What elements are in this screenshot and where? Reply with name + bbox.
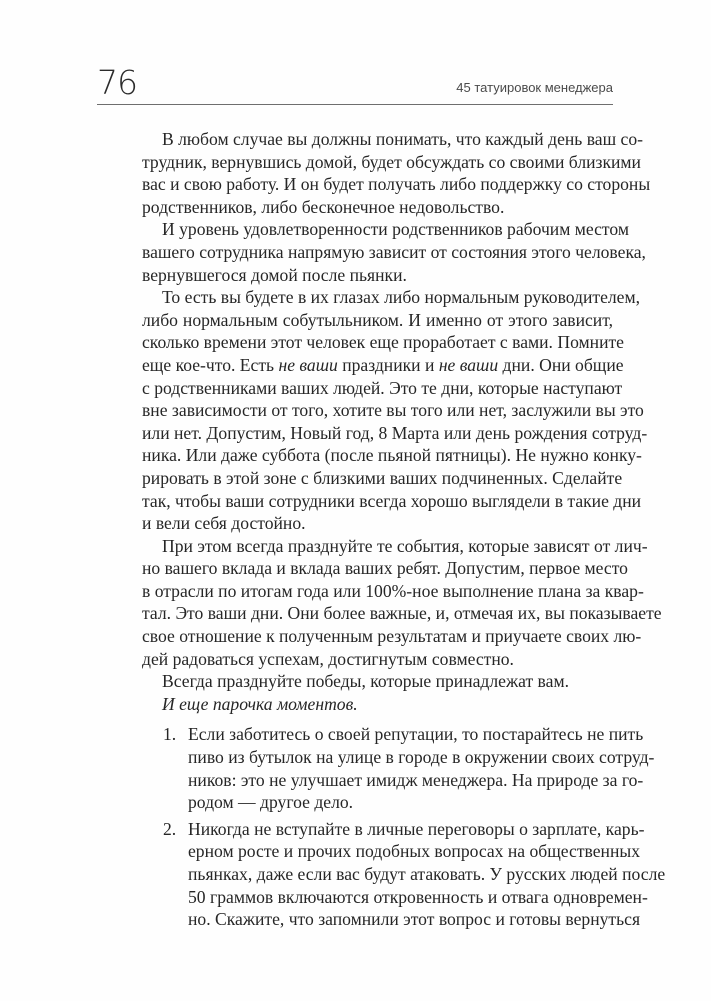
list-item bbox=[142, 818, 666, 931]
paragraph-6-italic bbox=[142, 693, 613, 716]
text-line: 50 граммов включаются откровенность и отвага одновремен- bbox=[188, 886, 648, 907]
page-number: 76 bbox=[97, 63, 137, 102]
text-line-with-emphasis bbox=[142, 354, 624, 377]
running-header bbox=[97, 63, 613, 105]
text-line: И уровень удовлетворенности родственников рабочим местом bbox=[162, 219, 629, 240]
emphasis-not-yours: не ваши bbox=[278, 354, 338, 375]
text-line: ерном росте и прочих подобных вопросах на общественных bbox=[188, 841, 640, 862]
text-line: В любом случае вы должны понимать, что каждый день ваш со- bbox=[162, 129, 644, 149]
text-line: но. Скажите, что запомнили этот вопрос и готовы вернуться bbox=[188, 909, 641, 930]
list-item-text bbox=[188, 723, 655, 813]
text-line: рировать в этой зоне с близкими ваших подчиненных. Сделайте bbox=[142, 467, 623, 488]
text-line: пиво из бутылок на улице в городе в окружении своих сотруд- bbox=[188, 747, 655, 768]
text-line: пьянках, даже если вас будут атаковать. У русских людей после bbox=[188, 864, 666, 884]
text-line: так, чтобы ваши сотрудники всегда хорошо выглядели в такие дни bbox=[142, 490, 642, 511]
emphasis-not-yours: не ваши bbox=[438, 354, 499, 375]
text-line: вне зависимости от того, хотите вы того или нет, заслужили вы это bbox=[142, 400, 644, 421]
text-line: родственников, либо бесконечное недовольство. bbox=[142, 196, 505, 217]
text-segment: еще кое-что. Есть bbox=[142, 354, 279, 375]
list-number: 2. bbox=[163, 818, 177, 839]
text-line: ников: это не улучшает имидж менеджера. На природе за го- bbox=[188, 769, 644, 790]
text-segment: праздники и bbox=[337, 354, 439, 375]
paragraph-5 bbox=[142, 670, 613, 693]
paragraph-3 bbox=[142, 286, 648, 535]
text-line: с родственниками ваших людей. Это те дни, которые наступают bbox=[142, 377, 623, 398]
text-line: ника. Или даже суббота (после пьяной пятницы). Не нужно конку- bbox=[142, 445, 642, 466]
text-line: Никогда не вступайте в личные переговоры о зарплате, карь- bbox=[188, 818, 645, 839]
body-text bbox=[142, 128, 666, 935]
list-number: 1. bbox=[163, 724, 177, 745]
text-line: сколько времени этот человек еще проработает с вами. Помните bbox=[142, 332, 624, 353]
book-title: 45 татуировок менеджера bbox=[456, 80, 613, 95]
text-line: При этом всегда празднуйте те события, которые зависят от лич- bbox=[162, 535, 648, 556]
text-line: дей радоваться успехам, достигнутым совместно. bbox=[142, 648, 514, 669]
numbered-list bbox=[142, 723, 666, 930]
text-line: но вашего вклада и вклада ваших ребят. Допустим, первое место bbox=[142, 558, 628, 579]
paragraph-2 bbox=[142, 218, 646, 286]
text-line: вашего сотрудника напрямую зависит от состояния этого человека, bbox=[142, 241, 646, 262]
text-line: трудник, вернувшись домой, будет обсуждать со своими близкими bbox=[142, 151, 641, 172]
text-line: Всегда празднуйте победы, которые принадлежат вам. bbox=[162, 671, 569, 692]
text-line: То есть вы будете в их глазах либо нормальным руководителем, bbox=[162, 287, 641, 308]
paragraph-1 bbox=[142, 128, 651, 218]
text-line: И еще парочка моментов. bbox=[162, 693, 358, 714]
text-line: свое отношение к полученным результатам и приучаете своих лю- bbox=[142, 626, 642, 647]
text-line: либо нормальным собутыльником. И именно от этого зависит, bbox=[142, 309, 613, 330]
list-item-text bbox=[188, 818, 666, 931]
paragraph-4 bbox=[142, 535, 662, 671]
text-line: в отрасли по итогам года или 100%-ное выполнение плана за квар- bbox=[142, 580, 644, 601]
text-line: вас и свою работу. И он будет получать либо поддержку со стороны bbox=[142, 174, 651, 195]
text-segment: дни. Они общие bbox=[498, 354, 624, 375]
text-line: вернувшегося домой после пьянки. bbox=[142, 264, 407, 285]
text-line: и вели себя достойно. bbox=[142, 513, 306, 534]
text-line: родом — другое дело. bbox=[188, 792, 354, 813]
text-line: тал. Это ваши дни. Они более важные, и, отмечая их, вы показываете bbox=[142, 603, 662, 624]
list-item bbox=[142, 723, 655, 813]
text-line: или нет. Допустим, Новый год, 8 Марта или день рождения сотруд- bbox=[142, 422, 648, 443]
text-line: Если заботитесь о своей репутации, то постарайтесь не пить bbox=[188, 724, 644, 745]
